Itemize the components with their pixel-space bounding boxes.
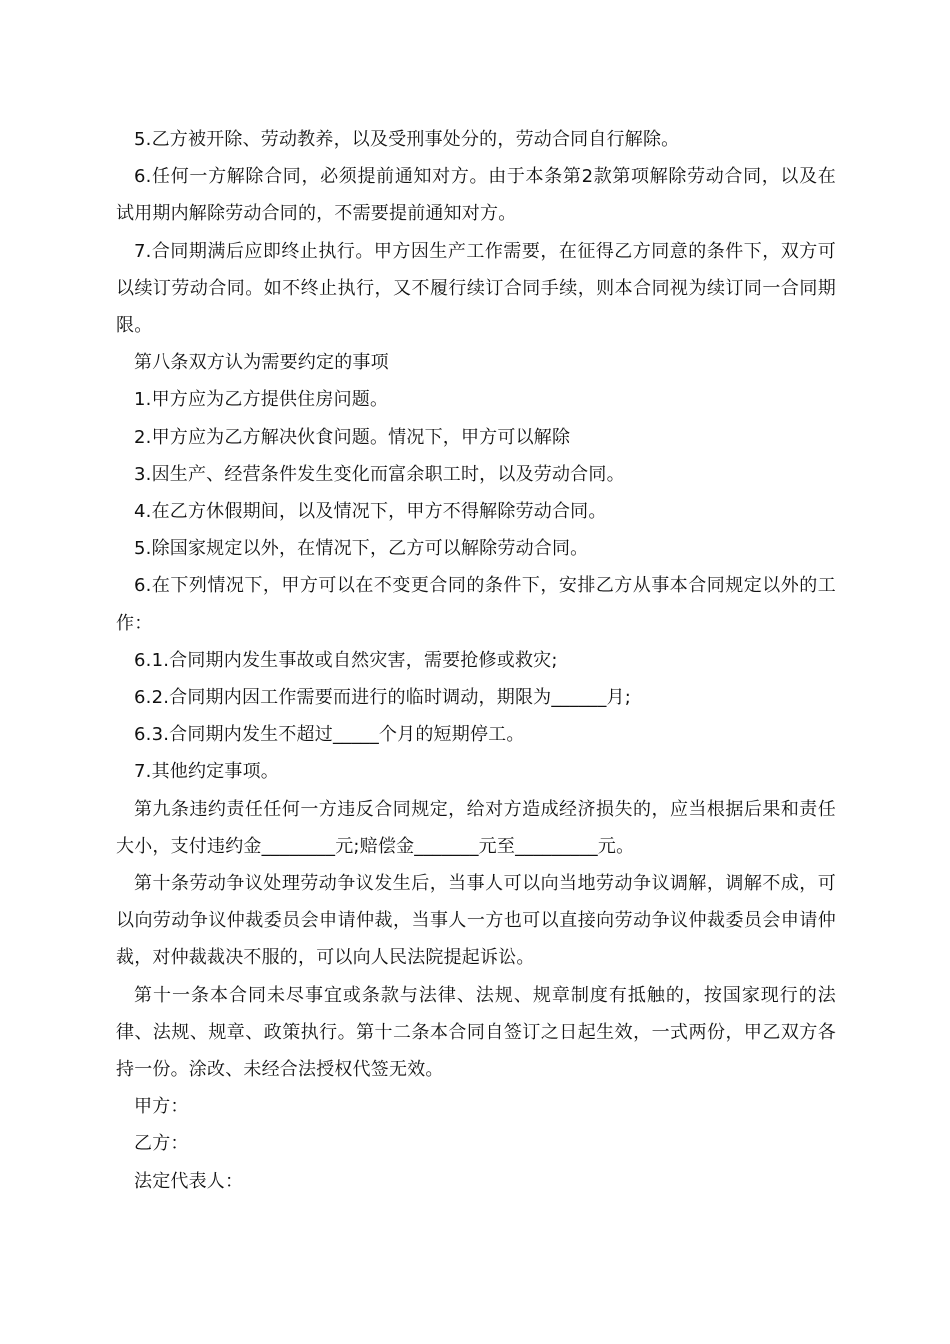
clause-9: 第九条违约责任任何一方违反合同规定，给对方造成经济损失的，应当根据后果和责任大小，支付违约金________元;赔偿金_______元至_________元。	[116, 798, 836, 857]
signature-party-a: 甲方：	[134, 1096, 189, 1118]
clause-7-item-5: 5.乙方被开除、劳动教养，以及受刑事处分的，劳动合同自行解除。	[134, 129, 680, 150]
clause-8-item-4: 4.在乙方休假期间，以及情况下，甲方不得解除劳动合同。	[134, 501, 607, 523]
signature-legal-representative: 法定代表人：	[134, 1170, 244, 1192]
clause-8-item-3: 3.因生产、经营条件发生变化而富余职工时，以及劳动合同。	[134, 463, 625, 485]
clause-8-item-2: 2.甲方应为乙方解决伙食问题。情况下，甲方可以解除	[134, 426, 571, 448]
clause-7-item-6: 6.任何一方解除合同，必须提前通知对方。由于本条第2款第项解除劳动合同，以及在试用期内解除劳动合同的，不需要提前通知对方。	[116, 166, 836, 225]
clause-8-item-5: 5.除国家规定以外，在情况下，乙方可以解除劳动合同。	[134, 538, 589, 560]
clause-7-item-7: 7.合同期满后应即终止执行。甲方因生产工作需要，在征得乙方同意的条件下，双方可以续订劳动合同。如不终止执行，又不履行续订合同手续，则本合同视为续订同一合同期限。	[116, 240, 836, 337]
document-body	[116, 121, 836, 1200]
clause-8-item-7: 7.其他约定事项。	[134, 761, 279, 783]
clause-10: 第十条劳动争议处理劳动争议发生后，当事人可以向当地劳动争议调解，调解不成，可以向劳动争议仲裁委员会申请仲裁，当事人一方也可以直接向劳动争议仲裁委员会申请仲裁，对仲裁裁决不服的，可以向人民法院提起诉讼。	[116, 873, 836, 969]
clause-8-item-6-2: 6.2.合同期内因工作需要而进行的临时调动，期限为______月;	[134, 687, 632, 709]
clause-8-item-6-1: 6.1.合同期内发生事故或自然灾害，需要抢修或救灾;	[134, 649, 558, 671]
signature-party-b: 乙方：	[134, 1133, 189, 1155]
clause-8-item-1: 1.甲方应为乙方提供住房问题。	[134, 389, 389, 411]
clause-8-heading: 第八条双方认为需要约定的事项	[134, 352, 389, 374]
clause-8-item-6: 6.在下列情况下，甲方可以在不变更合同的条件下，安排乙方从事本合同规定以外的工作：	[116, 575, 836, 634]
clause-11-12: 第十一条本合同未尽事宜或条款与法律、法规、规章制度有抵触的，按国家现行的法律、法规、规章、政策执行。第十二条本合同自签订之日起生效，一式两份，甲乙双方各持一份。涂改、未经合法授权代签无效。	[116, 984, 836, 1081]
clause-8-item-6-3: 6.3.合同期内发生不超过_____个月的短期停工。	[134, 724, 525, 746]
